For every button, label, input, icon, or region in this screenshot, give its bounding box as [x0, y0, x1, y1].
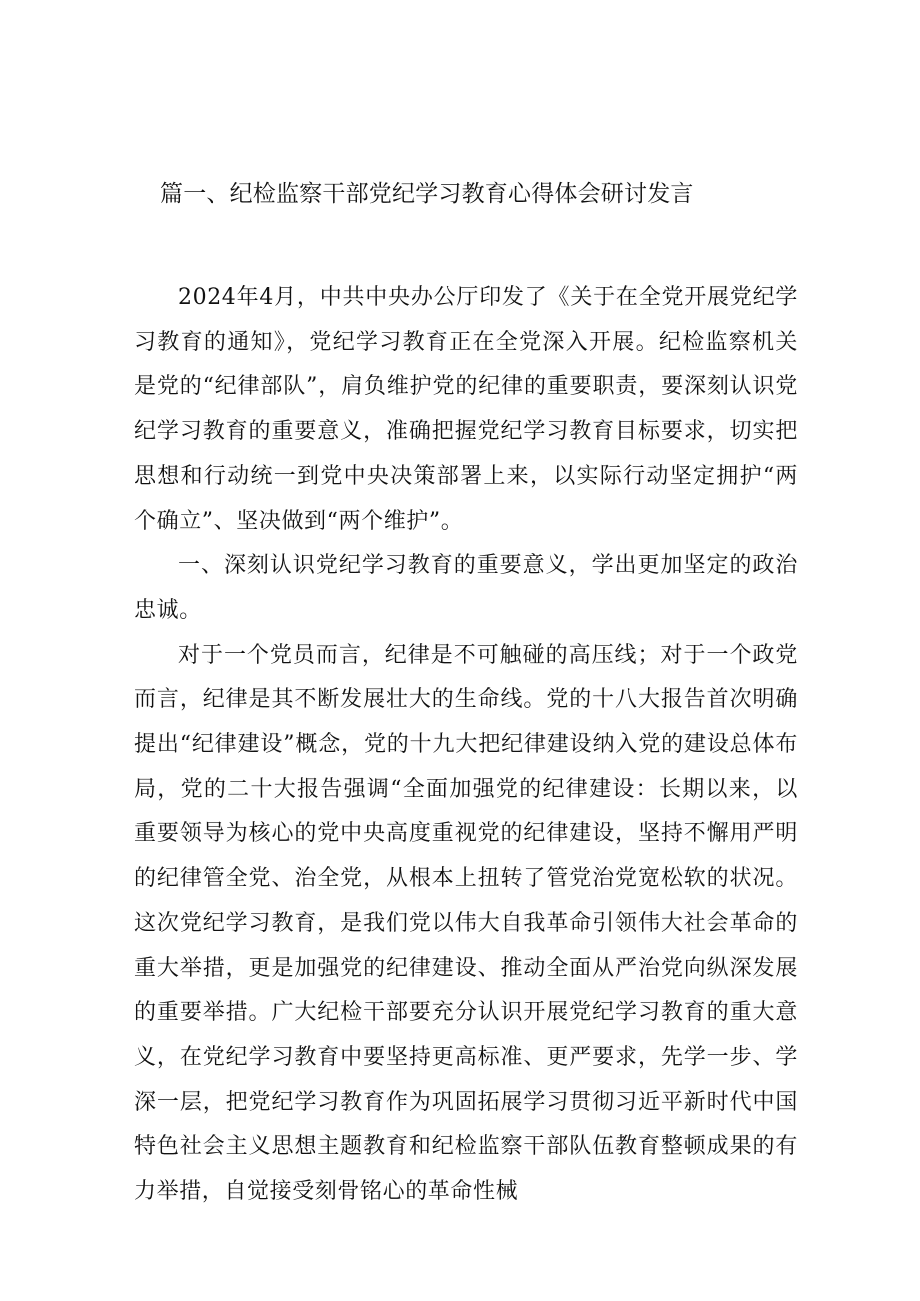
- paragraph-discipline: 对于一个党员而言，纪律是不可触碰的高压线；对于一个政党而言，纪律是其不断发展壮大的生命线。党的十八大报告首次明确提出“纪律建设”概念，党的十九大把纪律建设纳入党的建设总体布局，党的二十大报告强调“全面加强党的纪律建设：长期以来，以重要领导为核心的党中央高度重视党的纪律建设，坚持不懈用严明的纪律管全党、治全党，从根本上扭转了管党治党宽松软的状况。这次党纪学习教育，是我们党以伟大自我革命引领伟大社会革命的重大举措，更是加强党的纪律建设、推动全面从严治党向纵深发展的重要举措。广大纪检干部要充分认识开展党纪学习教育的重大意义，在党纪学习教育中要坚持更高标准、更严要求，先学一步、学深一层，把党纪学习教育作为巩固拓展学习贯彻习近平新时代中国特色社会主义思想主题教育和纪检监察干部队伍教育整顿成果的有力举措，自觉接受刻骨铭心的革命性械: [134, 642, 798, 1205]
- paragraph-intro: 2024年4月，中共中央办公厅印发了《关于在全党开展党纪学习教育的通知》，党纪学习教育正在全党深入开展。纪检监察机关是党的“纪律部队”，肩负维护党的纪律的重要职责，要深刻认识党纪学习教育的重要意义，准确把握党纪学习教育目标要求，切实把思想和行动统一到党中央决策部署上来，以实际行动坚定拥护“两个确立”、坚决做到“两个维护”。: [134, 285, 798, 534]
- section-heading-1: 一、深刻认识党纪学习教育的重要意义，学出更加坚定的政治忠诚。: [134, 553, 798, 623]
- document-body: [134, 276, 798, 1215]
- document-title: 篇一、纪检监察干部党纪学习教育心得体会研讨发言: [160, 181, 694, 207]
